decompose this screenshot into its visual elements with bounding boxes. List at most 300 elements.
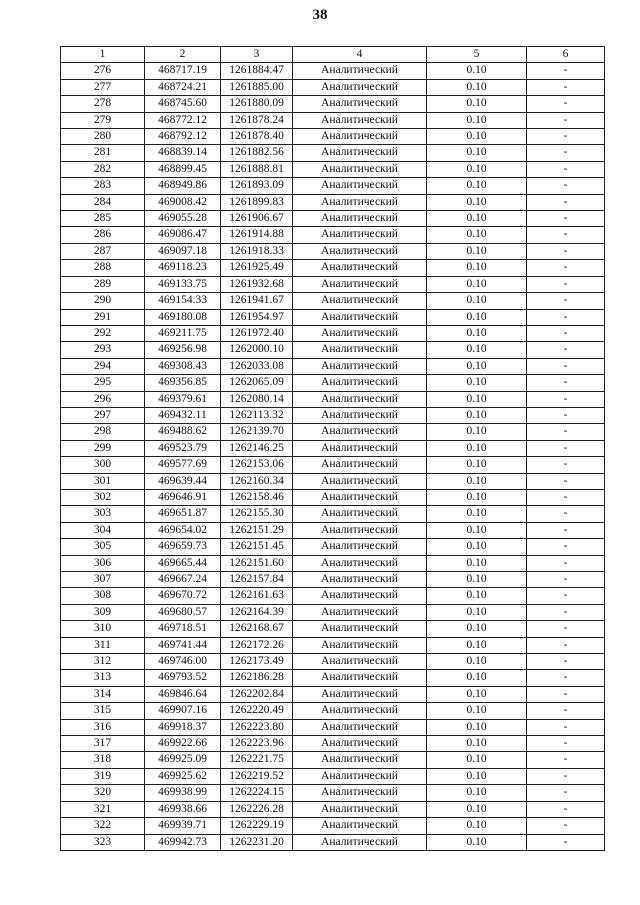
note-cell: -: [527, 227, 605, 243]
table-row: [61, 129, 605, 145]
x-coordinate-cell: 469356.85: [145, 375, 221, 391]
x-coordinate-cell: 469086.47: [145, 227, 221, 243]
y-coordinate-cell: 1262164.39: [221, 604, 293, 620]
y-coordinate-cell: 1261906.67: [221, 211, 293, 227]
accuracy-cell: 0.10: [427, 424, 527, 440]
accuracy-cell: 0.10: [427, 654, 527, 670]
y-coordinate-cell: 1262223.80: [221, 719, 293, 735]
accuracy-cell: 0.10: [427, 834, 527, 850]
table-row: [61, 112, 605, 128]
point-number-cell: 281: [61, 145, 145, 161]
y-coordinate-cell: 1261914.88: [221, 227, 293, 243]
note-cell: -: [527, 457, 605, 473]
method-cell: Аналитический: [293, 555, 427, 571]
x-coordinate-cell: 469922.66: [145, 736, 221, 752]
accuracy-cell: 0.10: [427, 522, 527, 538]
point-number-cell: 318: [61, 752, 145, 768]
x-coordinate-cell: 469308.43: [145, 358, 221, 374]
y-coordinate-cell: 1262221.75: [221, 752, 293, 768]
note-cell: -: [527, 178, 605, 194]
x-coordinate-cell: 469577.69: [145, 457, 221, 473]
method-cell: Аналитический: [293, 686, 427, 702]
accuracy-cell: 0.10: [427, 407, 527, 423]
note-cell: -: [527, 63, 605, 79]
x-coordinate-cell: 469432.11: [145, 407, 221, 423]
accuracy-cell: 0.10: [427, 703, 527, 719]
table-row: [61, 654, 605, 670]
method-cell: Аналитический: [293, 670, 427, 686]
table-row: [61, 670, 605, 686]
accuracy-cell: 0.10: [427, 276, 527, 292]
table-row: [61, 96, 605, 112]
y-coordinate-cell: 1261893.09: [221, 178, 293, 194]
note-cell: -: [527, 539, 605, 555]
point-number-cell: 315: [61, 703, 145, 719]
method-cell: Аналитический: [293, 604, 427, 620]
note-cell: -: [527, 79, 605, 95]
y-coordinate-cell: 1262202.84: [221, 686, 293, 702]
method-cell: Аналитический: [293, 637, 427, 653]
point-number-cell: 276: [61, 63, 145, 79]
table-row: [61, 358, 605, 374]
x-coordinate-cell: 469211.75: [145, 325, 221, 341]
note-cell: -: [527, 604, 605, 620]
x-coordinate-cell: 468792.12: [145, 129, 221, 145]
x-coordinate-cell: 469918.37: [145, 719, 221, 735]
method-cell: Аналитический: [293, 243, 427, 259]
accuracy-cell: 0.10: [427, 129, 527, 145]
accuracy-cell: 0.10: [427, 375, 527, 391]
accuracy-cell: 0.10: [427, 96, 527, 112]
note-cell: -: [527, 358, 605, 374]
accuracy-cell: 0.10: [427, 194, 527, 210]
point-number-cell: 286: [61, 227, 145, 243]
accuracy-cell: 0.10: [427, 785, 527, 801]
note-cell: -: [527, 375, 605, 391]
y-coordinate-cell: 1262033.08: [221, 358, 293, 374]
point-number-cell: 287: [61, 243, 145, 259]
table-row: [61, 621, 605, 637]
accuracy-cell: 0.10: [427, 555, 527, 571]
note-cell: -: [527, 801, 605, 817]
y-coordinate-cell: 1262172.26: [221, 637, 293, 653]
x-coordinate-cell: 469639.44: [145, 473, 221, 489]
y-coordinate-cell: 1261941.67: [221, 293, 293, 309]
accuracy-cell: 0.10: [427, 506, 527, 522]
note-cell: -: [527, 260, 605, 276]
y-coordinate-cell: 1262146.25: [221, 440, 293, 456]
x-coordinate-cell: 469646.91: [145, 489, 221, 505]
note-cell: -: [527, 161, 605, 177]
y-coordinate-cell: 1262158.46: [221, 489, 293, 505]
x-coordinate-cell: 469939.71: [145, 818, 221, 834]
accuracy-cell: 0.10: [427, 818, 527, 834]
point-number-cell: 304: [61, 522, 145, 538]
accuracy-cell: 0.10: [427, 161, 527, 177]
y-coordinate-cell: 1262160.34: [221, 473, 293, 489]
point-number-cell: 308: [61, 588, 145, 604]
accuracy-cell: 0.10: [427, 588, 527, 604]
y-coordinate-cell: 1261899.83: [221, 194, 293, 210]
page-number: 38: [312, 7, 328, 23]
note-cell: -: [527, 145, 605, 161]
accuracy-cell: 0.10: [427, 473, 527, 489]
point-number-cell: 282: [61, 161, 145, 177]
point-number-cell: 320: [61, 785, 145, 801]
x-coordinate-cell: 469741.44: [145, 637, 221, 653]
table-row: [61, 325, 605, 341]
method-cell: Аналитический: [293, 129, 427, 145]
note-cell: -: [527, 440, 605, 456]
method-cell: Аналитический: [293, 621, 427, 637]
header-cell-1: 1: [61, 47, 145, 63]
note-cell: -: [527, 424, 605, 440]
y-coordinate-cell: 1262173.49: [221, 654, 293, 670]
point-number-cell: 299: [61, 440, 145, 456]
method-cell: Аналитический: [293, 834, 427, 850]
accuracy-cell: 0.10: [427, 621, 527, 637]
accuracy-cell: 0.10: [427, 112, 527, 128]
x-coordinate-cell: 469118.23: [145, 260, 221, 276]
table-row: [61, 818, 605, 834]
point-number-cell: 298: [61, 424, 145, 440]
accuracy-cell: 0.10: [427, 604, 527, 620]
y-coordinate-cell: 1262157.84: [221, 572, 293, 588]
x-coordinate-cell: 469523.79: [145, 440, 221, 456]
method-cell: Аналитический: [293, 736, 427, 752]
table-row: [61, 768, 605, 784]
method-cell: Аналитический: [293, 309, 427, 325]
accuracy-cell: 0.10: [427, 227, 527, 243]
x-coordinate-cell: 469488.62: [145, 424, 221, 440]
note-cell: -: [527, 407, 605, 423]
x-coordinate-cell: 469659.73: [145, 539, 221, 555]
point-number-cell: 292: [61, 325, 145, 341]
point-number-cell: 313: [61, 670, 145, 686]
point-number-cell: 296: [61, 391, 145, 407]
method-cell: Аналитический: [293, 654, 427, 670]
table-row: [61, 588, 605, 604]
note-cell: -: [527, 391, 605, 407]
method-cell: Аналитический: [293, 211, 427, 227]
x-coordinate-cell: 469746.00: [145, 654, 221, 670]
x-coordinate-cell: 469055.28: [145, 211, 221, 227]
method-cell: Аналитический: [293, 818, 427, 834]
table-row: [61, 293, 605, 309]
note-cell: -: [527, 670, 605, 686]
accuracy-cell: 0.10: [427, 736, 527, 752]
method-cell: Аналитический: [293, 375, 427, 391]
accuracy-cell: 0.10: [427, 243, 527, 259]
table-row: [61, 243, 605, 259]
method-cell: Аналитический: [293, 719, 427, 735]
header-cell-3: 3: [221, 47, 293, 63]
table-row: [61, 440, 605, 456]
table-row: [61, 539, 605, 555]
note-cell: -: [527, 129, 605, 145]
accuracy-cell: 0.10: [427, 260, 527, 276]
table-row: [61, 194, 605, 210]
x-coordinate-cell: 469133.75: [145, 276, 221, 292]
accuracy-cell: 0.10: [427, 637, 527, 653]
y-coordinate-cell: 1261918.33: [221, 243, 293, 259]
point-number-cell: 323: [61, 834, 145, 850]
y-coordinate-cell: 1262168.67: [221, 621, 293, 637]
method-cell: Аналитический: [293, 785, 427, 801]
accuracy-cell: 0.10: [427, 440, 527, 456]
note-cell: -: [527, 342, 605, 358]
method-cell: Аналитический: [293, 227, 427, 243]
table-row: [61, 391, 605, 407]
x-coordinate-cell: 469256.98: [145, 342, 221, 358]
method-cell: Аналитический: [293, 440, 427, 456]
header-cell-4: 4: [293, 47, 427, 63]
method-cell: Аналитический: [293, 178, 427, 194]
note-cell: -: [527, 621, 605, 637]
accuracy-cell: 0.10: [427, 63, 527, 79]
header-cell-6: 6: [527, 47, 605, 63]
accuracy-cell: 0.10: [427, 768, 527, 784]
point-number-cell: 300: [61, 457, 145, 473]
point-number-cell: 306: [61, 555, 145, 571]
y-coordinate-cell: 1262151.60: [221, 555, 293, 571]
note-cell: -: [527, 588, 605, 604]
header-cell-5: 5: [427, 47, 527, 63]
table-row: [61, 407, 605, 423]
x-coordinate-cell: 469925.09: [145, 752, 221, 768]
x-coordinate-cell: 469907.16: [145, 703, 221, 719]
point-number-cell: 277: [61, 79, 145, 95]
note-cell: -: [527, 785, 605, 801]
y-coordinate-cell: 1262151.45: [221, 539, 293, 555]
x-coordinate-cell: 469097.18: [145, 243, 221, 259]
table-row: [61, 473, 605, 489]
accuracy-cell: 0.10: [427, 342, 527, 358]
x-coordinate-cell: 469925.62: [145, 768, 221, 784]
x-coordinate-cell: 469938.99: [145, 785, 221, 801]
table-row: [61, 342, 605, 358]
note-cell: -: [527, 96, 605, 112]
note-cell: -: [527, 768, 605, 784]
method-cell: Аналитический: [293, 161, 427, 177]
y-coordinate-cell: 1261885.00: [221, 79, 293, 95]
method-cell: Аналитический: [293, 112, 427, 128]
accuracy-cell: 0.10: [427, 79, 527, 95]
point-number-cell: 285: [61, 211, 145, 227]
accuracy-cell: 0.10: [427, 489, 527, 505]
method-cell: Аналитический: [293, 801, 427, 817]
point-number-cell: 294: [61, 358, 145, 374]
y-coordinate-cell: 1262155.30: [221, 506, 293, 522]
point-number-cell: 289: [61, 276, 145, 292]
method-cell: Аналитический: [293, 342, 427, 358]
method-cell: Аналитический: [293, 506, 427, 522]
note-cell: -: [527, 834, 605, 850]
y-coordinate-cell: 1261882.56: [221, 145, 293, 161]
note-cell: -: [527, 276, 605, 292]
accuracy-cell: 0.10: [427, 572, 527, 588]
point-number-cell: 322: [61, 818, 145, 834]
method-cell: Аналитический: [293, 276, 427, 292]
point-number-cell: 321: [61, 801, 145, 817]
table-row: [61, 555, 605, 571]
note-cell: -: [527, 489, 605, 505]
x-coordinate-cell: 469667.24: [145, 572, 221, 588]
note-cell: -: [527, 243, 605, 259]
point-number-cell: 305: [61, 539, 145, 555]
y-coordinate-cell: 1262220.49: [221, 703, 293, 719]
accuracy-cell: 0.10: [427, 457, 527, 473]
method-cell: Аналитический: [293, 391, 427, 407]
point-number-cell: 283: [61, 178, 145, 194]
x-coordinate-cell: 468717.19: [145, 63, 221, 79]
header-row: [61, 47, 605, 63]
point-number-cell: 293: [61, 342, 145, 358]
y-coordinate-cell: 1262139.70: [221, 424, 293, 440]
x-coordinate-cell: 469793.52: [145, 670, 221, 686]
y-coordinate-cell: 1262224.15: [221, 785, 293, 801]
table-row: [61, 506, 605, 522]
note-cell: -: [527, 325, 605, 341]
method-cell: Аналитический: [293, 572, 427, 588]
accuracy-cell: 0.10: [427, 325, 527, 341]
table-row: [61, 785, 605, 801]
table-row: [61, 604, 605, 620]
accuracy-cell: 0.10: [427, 211, 527, 227]
y-coordinate-cell: 1262226.28: [221, 801, 293, 817]
note-cell: -: [527, 736, 605, 752]
coordinates-table: [60, 46, 605, 851]
note-cell: -: [527, 211, 605, 227]
table-row: [61, 211, 605, 227]
note-cell: -: [527, 112, 605, 128]
accuracy-cell: 0.10: [427, 539, 527, 555]
point-number-cell: 280: [61, 129, 145, 145]
point-number-cell: 288: [61, 260, 145, 276]
accuracy-cell: 0.10: [427, 391, 527, 407]
note-cell: -: [527, 522, 605, 538]
note-cell: -: [527, 637, 605, 653]
method-cell: Аналитический: [293, 260, 427, 276]
accuracy-cell: 0.10: [427, 719, 527, 735]
y-coordinate-cell: 1261925.49: [221, 260, 293, 276]
point-number-cell: 301: [61, 473, 145, 489]
y-coordinate-cell: 1261972.40: [221, 325, 293, 341]
method-cell: Аналитический: [293, 522, 427, 538]
method-cell: Аналитический: [293, 293, 427, 309]
y-coordinate-cell: 1262065.09: [221, 375, 293, 391]
y-coordinate-cell: 1262161.63: [221, 588, 293, 604]
method-cell: Аналитический: [293, 96, 427, 112]
table-body: [61, 63, 605, 851]
x-coordinate-cell: 469846.64: [145, 686, 221, 702]
y-coordinate-cell: 1262219.52: [221, 768, 293, 784]
x-coordinate-cell: 468772.12: [145, 112, 221, 128]
x-coordinate-cell: 469180.08: [145, 309, 221, 325]
x-coordinate-cell: 469379.61: [145, 391, 221, 407]
point-number-cell: 303: [61, 506, 145, 522]
point-number-cell: 284: [61, 194, 145, 210]
method-cell: Аналитический: [293, 358, 427, 374]
note-cell: -: [527, 818, 605, 834]
method-cell: Аналитический: [293, 539, 427, 555]
point-number-cell: 307: [61, 572, 145, 588]
note-cell: -: [527, 572, 605, 588]
point-number-cell: 312: [61, 654, 145, 670]
method-cell: Аналитический: [293, 473, 427, 489]
table-row: [61, 161, 605, 177]
method-cell: Аналитический: [293, 703, 427, 719]
method-cell: Аналитический: [293, 79, 427, 95]
table-row: [61, 719, 605, 735]
y-coordinate-cell: 1262153.06: [221, 457, 293, 473]
table-row: [61, 572, 605, 588]
y-coordinate-cell: 1262186.28: [221, 670, 293, 686]
note-cell: -: [527, 703, 605, 719]
method-cell: Аналитический: [293, 768, 427, 784]
y-coordinate-cell: 1262113.32: [221, 407, 293, 423]
point-number-cell: 290: [61, 293, 145, 309]
header-cell-2: 2: [145, 47, 221, 63]
table-row: [61, 522, 605, 538]
x-coordinate-cell: 468839.14: [145, 145, 221, 161]
table-row: [61, 260, 605, 276]
table-row: [61, 309, 605, 325]
x-coordinate-cell: 469654.02: [145, 522, 221, 538]
method-cell: Аналитический: [293, 194, 427, 210]
table-row: [61, 489, 605, 505]
method-cell: Аналитический: [293, 489, 427, 505]
x-coordinate-cell: 469938.66: [145, 801, 221, 817]
x-coordinate-cell: 469665.44: [145, 555, 221, 571]
point-number-cell: 309: [61, 604, 145, 620]
table-row: [61, 686, 605, 702]
y-coordinate-cell: 1262223.96: [221, 736, 293, 752]
point-number-cell: 317: [61, 736, 145, 752]
method-cell: Аналитический: [293, 588, 427, 604]
note-cell: -: [527, 686, 605, 702]
note-cell: -: [527, 309, 605, 325]
point-number-cell: 297: [61, 407, 145, 423]
point-number-cell: 302: [61, 489, 145, 505]
table-row: [61, 145, 605, 161]
note-cell: -: [527, 555, 605, 571]
point-number-cell: 310: [61, 621, 145, 637]
point-number-cell: 316: [61, 719, 145, 735]
note-cell: -: [527, 752, 605, 768]
method-cell: Аналитический: [293, 145, 427, 161]
accuracy-cell: 0.10: [427, 670, 527, 686]
point-number-cell: 295: [61, 375, 145, 391]
table-row: [61, 79, 605, 95]
y-coordinate-cell: 1261884.47: [221, 63, 293, 79]
table-row: [61, 457, 605, 473]
x-coordinate-cell: 468949.86: [145, 178, 221, 194]
y-coordinate-cell: 1262231.20: [221, 834, 293, 850]
accuracy-cell: 0.10: [427, 309, 527, 325]
y-coordinate-cell: 1261878.24: [221, 112, 293, 128]
table-row: [61, 752, 605, 768]
table-row: [61, 703, 605, 719]
accuracy-cell: 0.10: [427, 145, 527, 161]
note-cell: -: [527, 473, 605, 489]
table-row: [61, 637, 605, 653]
table-row: [61, 375, 605, 391]
y-coordinate-cell: 1261880.09: [221, 96, 293, 112]
accuracy-cell: 0.10: [427, 293, 527, 309]
x-coordinate-cell: 469942.73: [145, 834, 221, 850]
note-cell: -: [527, 293, 605, 309]
